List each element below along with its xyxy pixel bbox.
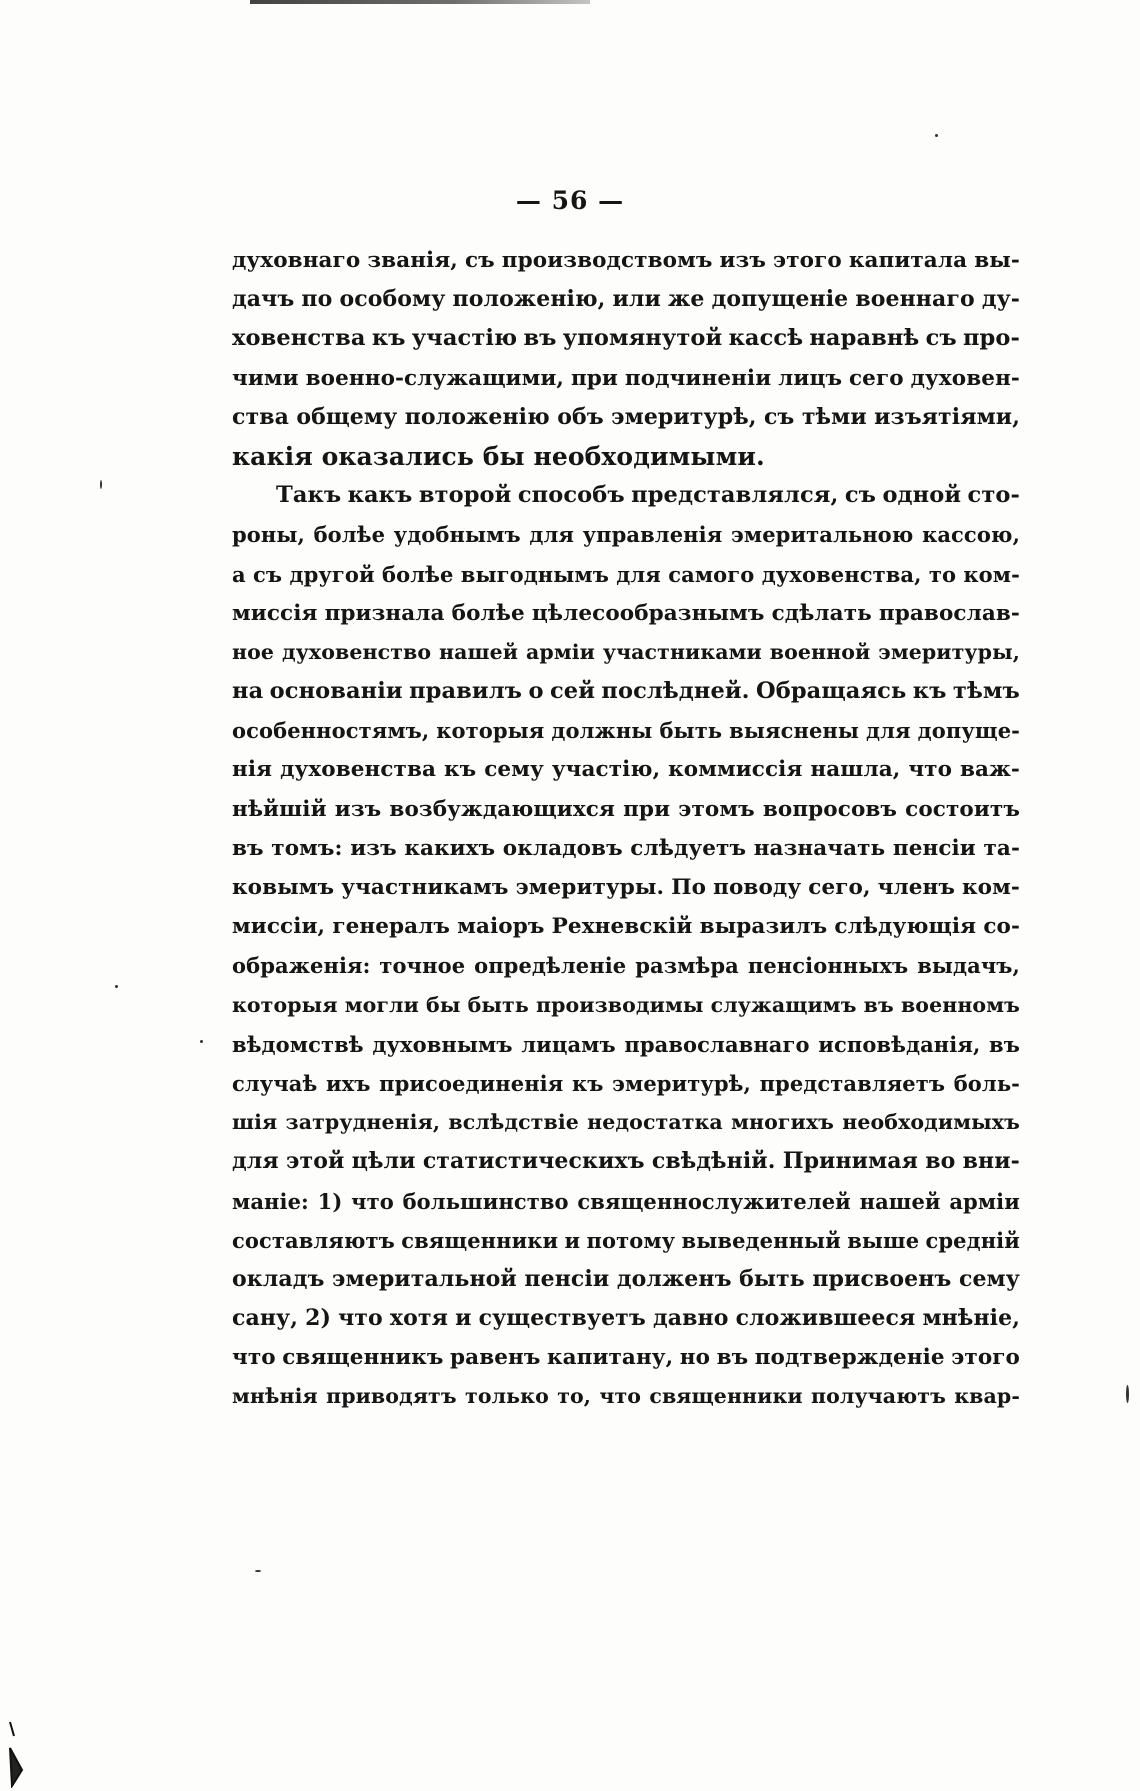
text-line: миссія признала болѣе цѣлесообразнымъ сдѣлать православ- bbox=[232, 600, 1020, 626]
scan-speck bbox=[115, 985, 118, 988]
text-line: нія духовенства къ сему участію, коммиссія нашла, что важ- bbox=[232, 757, 1020, 783]
text-line: особенностямъ, которыя должны быть выяснены для допуще- bbox=[232, 718, 1020, 744]
text-line: на основаніи правилъ о сей послѣдней. Обращаясь къ тѣмъ bbox=[232, 678, 1020, 705]
text-line: а съ другой болѣе выгоднымъ для самого духовенства, то ком- bbox=[232, 561, 1020, 587]
text-line: ства общему положенію объ эмеритурѣ, съ тѣми изъятіями, bbox=[232, 403, 1020, 430]
text-line: ховенства къ участію въ упомянутой кассѣ наравнѣ съ про- bbox=[232, 325, 1020, 352]
text-line: ковымъ участникамъ эмеритуры. По поводу сего, членъ ком- bbox=[232, 875, 1020, 900]
text-line: составляютъ священники и потому выведенный выше средній bbox=[232, 1227, 1020, 1253]
text-line: ное духовенство нашей арміи участниками военной эмеритуры, bbox=[232, 639, 1020, 664]
text-line: сану, 2) что хотя и существуетъ давно сложившееся мнѣніе, bbox=[232, 1305, 1020, 1332]
text-line: дачъ по особому положенію, или же допущеніе военнаго ду- bbox=[232, 286, 1020, 313]
text-line: шія затрудненія, вслѣдствіе недостатка многихъ необходимыхъ bbox=[232, 1110, 1020, 1135]
scan-speck bbox=[255, 1570, 261, 1572]
text-line: которыя могли бы быть производимы служащимъ въ военномъ bbox=[232, 992, 1020, 1017]
text-line: миссіи, генералъ маіоръ Рехневскій выразилъ слѣдующія со- bbox=[232, 914, 1020, 940]
text-line: вѣдомствѣ духовнымъ лицамъ православнаго исповѣданія, въ bbox=[232, 1031, 1020, 1057]
scan-corner-mark bbox=[8, 1718, 36, 1788]
text-line: въ томъ: изъ какихъ окладовъ слѣдуетъ назначать пенсіи та- bbox=[232, 835, 1020, 861]
text-line: что священникъ равенъ капитану, но въ подтвержденіе этого bbox=[232, 1345, 1020, 1371]
scan-speck bbox=[100, 480, 102, 489]
text-line: маніе: 1) что большинство священнослужителей нашей арміи bbox=[232, 1188, 1020, 1214]
top-edge-rule bbox=[250, 0, 590, 4]
text-line: духовнаго званія, съ производствомъ изъ этого капитала вы- bbox=[232, 248, 1020, 273]
page-number: — 56 — bbox=[515, 186, 625, 215]
text-line: роны, болѣе удобнымъ для управленія эмеритальною кассою, bbox=[232, 522, 1020, 548]
scan-speck bbox=[935, 134, 938, 137]
text-line: случаѣ ихъ присоединенія къ эмеритурѣ, представляетъ боль- bbox=[232, 1070, 1020, 1096]
text-line: нѣйшій изъ возбуждающихся при этомъ вопросовъ состоитъ bbox=[232, 796, 1020, 822]
body-text bbox=[232, 241, 1020, 1417]
text-line: окладъ эмеритальной пенсіи долженъ быть присвоенъ сему bbox=[232, 1265, 1020, 1292]
text-line: мнѣнія приводятъ только то, что священники получаютъ квар- bbox=[232, 1384, 1020, 1409]
text-line: Такъ какъ второй способъ представлялся, съ одной сто- bbox=[276, 482, 1020, 509]
text-line: ображенія: точное опредѣленіе размѣра пенсіонныхъ выдачъ, bbox=[232, 953, 1020, 979]
text-line: какія оказались бы необходимыми. bbox=[232, 441, 765, 471]
scan-speck bbox=[200, 1040, 203, 1043]
text-line: для этой цѣли статистическихъ свѣдѣній. Принимая во вни- bbox=[232, 1148, 1020, 1175]
text-line: чими военно-служащими, при подчиненіи лицъ сего духовен- bbox=[232, 365, 1020, 391]
scan-speck bbox=[1126, 1385, 1129, 1403]
